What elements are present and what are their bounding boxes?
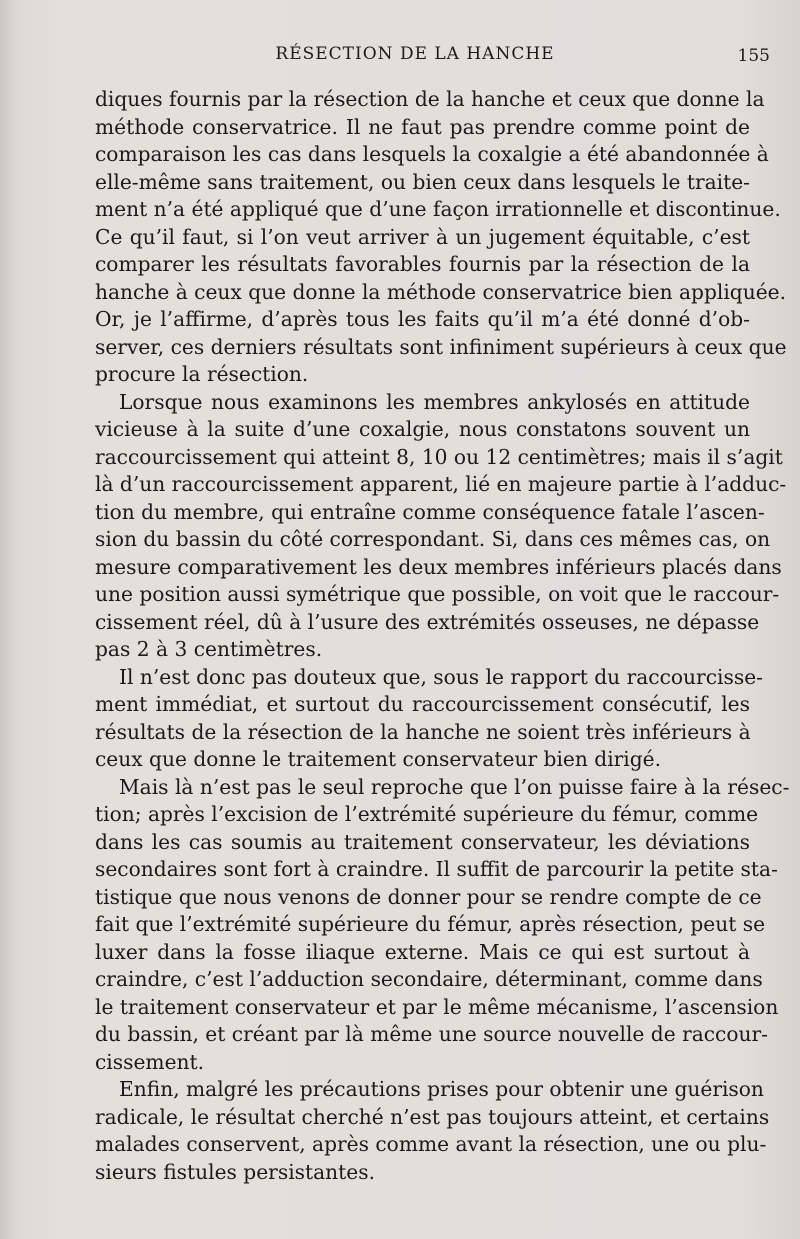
text-line: radicale, le résultat cherché n’est pas toujours atteint, et certains (95, 1104, 770, 1129)
text-line: malades conservent, après comme avant la résection, une ou plu- (95, 1132, 767, 1156)
text-line: une position aussi symétrique que possible, on voit que le raccour- (95, 582, 780, 606)
text-line: le traitement conservateur et par le même mécanisme, l’ascension (95, 994, 779, 1019)
text-line: du bassin, et créant par là même une source nouvelle de raccour- (95, 1022, 768, 1046)
text-line: raccourcissement qui atteint 8, 10 ou 12 centimètres; mais il s’agit (95, 444, 783, 469)
text-line: méthode conservatrice. Il ne faut pas prendre comme point de (95, 114, 750, 139)
paragraph (95, 86, 787, 389)
paragraph (95, 389, 787, 664)
text-line: ceux que donne le traitement conservateur bien dirigé. (95, 747, 662, 771)
text-line: secondaires sont fort à craindre. Il suffit de parcourir la petite sta- (95, 857, 778, 881)
text-line: tion; après l’excision de l’extrémité supérieure du fémur, comme (95, 802, 759, 826)
text-line: résultats de la résection de la hanche ne soient très inférieurs à (95, 719, 751, 744)
text-line: tistique que nous venons de donner pour se rendre compte de ce (95, 884, 762, 909)
text-line: sion du bassin du côté correspondant. Si, dans ces mêmes cas, on (95, 527, 771, 551)
text-line: tion du membre, qui entraîne comme conséquence fatale l’ascen- (95, 499, 765, 524)
body-text (95, 86, 790, 1186)
text-line: diques fournis par la résection de la hanche et ceux que donne la (95, 87, 765, 111)
text-line: Lorsque nous examinons les membres ankylosés en attitude (119, 389, 750, 414)
text-line: Ce qu’il faut, si l’on veut arriver à un jugement équitable, c’est (95, 224, 750, 249)
text-line: fait que l’extrémité supérieure du fémur, après résection, peut se (95, 912, 766, 936)
text-line: ment immédiat, et surtout du raccourcissement consécutif, les (95, 692, 750, 716)
text-line: procure la résection. (95, 362, 309, 386)
text-line: ment n’a été appliqué que d’une façon irrationnelle et discontinue. (95, 197, 781, 221)
text-line: sieurs fistules persistantes. (95, 1159, 375, 1184)
text-line: luxer dans la fosse iliaque externe. Mais ce qui est surtout à (95, 939, 750, 964)
text-line: cissement. (95, 1049, 205, 1074)
running-head (0, 44, 800, 74)
text-line: Il n’est donc pas douteux que, sous le rapport du raccourcisse- (119, 664, 763, 689)
text-line: Enfin, malgré les précautions prises pour obtenir une guérison (119, 1077, 764, 1101)
page-number: 155 (737, 46, 770, 66)
text-line: là d’un raccourcissement apparent, lié en majeure partie à l’adduc- (95, 472, 787, 496)
text-line: Or, je l’affirme, d’après tous les faits qu’il m’a été donné d’ob- (95, 307, 750, 331)
text-line: dans les cas soumis au traitement conservateur, les déviations (95, 829, 750, 854)
text-line: hanche à ceux que donne la méthode conservatrice bien appliquée. (95, 279, 787, 304)
paragraph (95, 774, 790, 1077)
text-line: Mais là n’est pas le seul reproche que l’on puisse faire à la résec- (119, 774, 790, 799)
running-head-title: RÉSECTION DE LA HANCHE (275, 44, 555, 64)
text-line: comparer les résultats favorables fournis par la résection de la (95, 252, 750, 276)
text-line: craindre, c’est l’adduction secondaire, déterminant, comme dans (95, 967, 763, 991)
text-line: cissement réel, dû à l’usure des extrémités osseuses, ne dépasse (95, 609, 760, 634)
paragraph (95, 664, 763, 774)
text-line: comparaison les cas dans lesquels la coxalgie a été abandonnée à (95, 142, 769, 166)
text-line: vicieuse à la suite d’une coxalgie, nous constatons souvent un (95, 417, 750, 441)
text-line: elle-même sans traitement, ou bien ceux dans lesquels le traite- (95, 169, 750, 194)
paragraph (95, 1076, 770, 1186)
text-line: pas 2 à 3 centimètres. (95, 637, 323, 661)
text-line: server, ces derniers résultats sont infiniment supérieurs à ceux que (95, 334, 787, 359)
text-line: mesure comparativement les deux membres inférieurs placés dans (95, 554, 782, 579)
